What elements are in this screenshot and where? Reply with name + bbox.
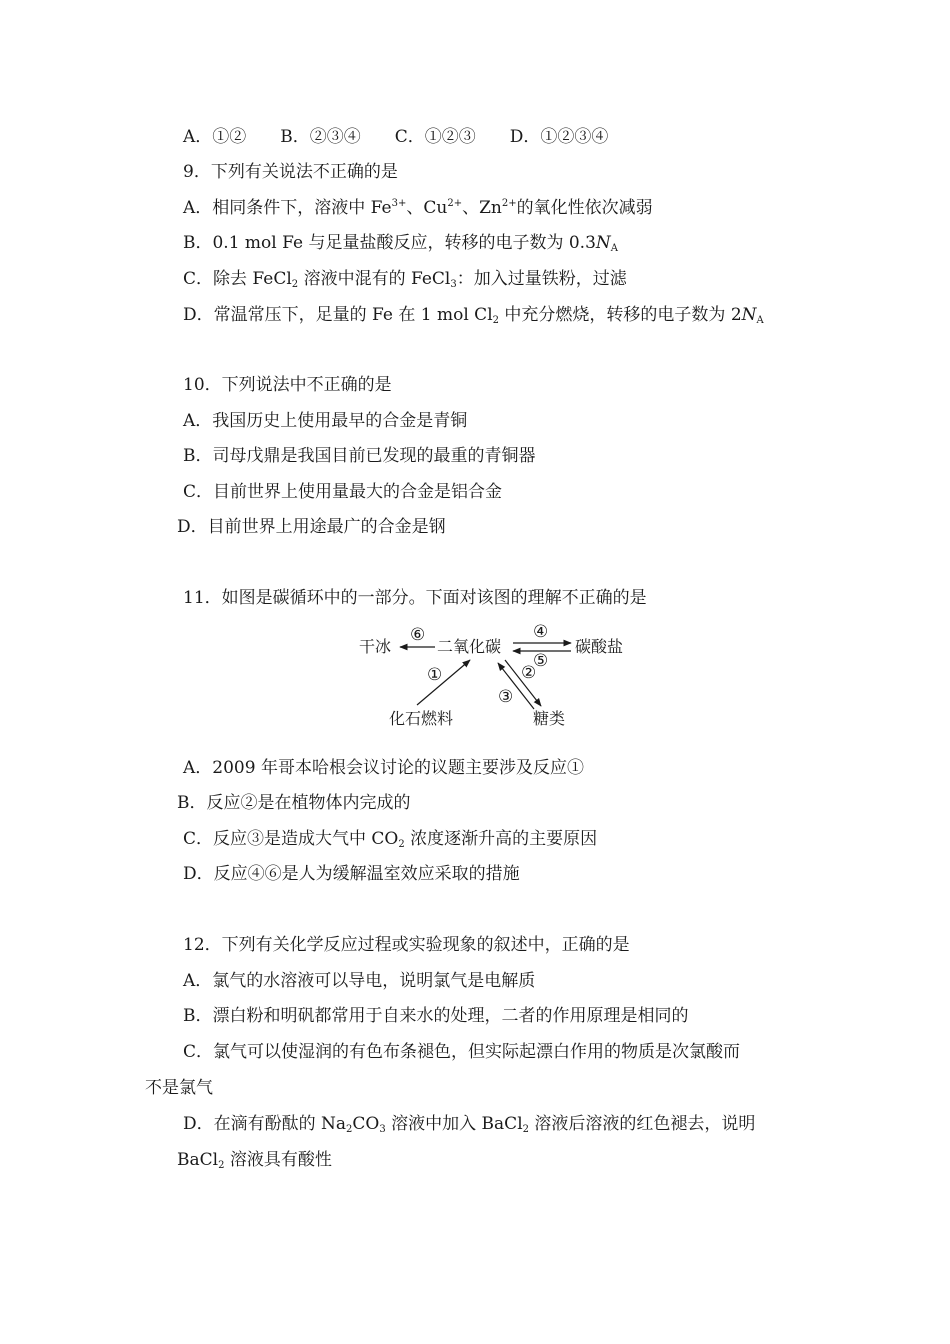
q10-option-c: C．目前世界上使用量最大的合金是铝合金 <box>183 482 503 502</box>
q11-option-d: D．反应④⑥是人为缓解温室效应采取的措施 <box>183 864 520 884</box>
q10-option-b: B．司母戊鼎是我国目前已发现的最重的青铜器 <box>183 446 536 466</box>
label-2: ② <box>521 663 537 683</box>
q10-option-a: A．我国历史上使用最早的合金是青铜 <box>183 411 468 431</box>
q11-option-b: B．反应②是在植物体内完成的 <box>177 793 411 813</box>
arrow-1 <box>417 660 470 705</box>
label-4: ④ <box>533 622 549 642</box>
dry-ice-label: 干冰 <box>359 637 392 656</box>
q12-option-c-line1: C．氯气可以使湿润的有色布条褪色，但实际起漂白作用的物质是次氯酸而 <box>183 1042 741 1062</box>
sugars-label: 糖类 <box>533 709 566 728</box>
q12-option-c-line2: 不是氯气 <box>145 1078 213 1098</box>
q8-options: A．①② B．②③④ C．①②③ D．①②③④ <box>183 127 609 147</box>
q9-option-d: D．常温常压下，足量的 Fe 在 1 mol $Cl_2$ 中充分燃烧，转移的电子数为 $2N_A$ <box>183 305 764 326</box>
label-1: ① <box>427 665 443 685</box>
q12-stem: 12．下列有关化学反应过程或实验现象的叙述中，正确的是 <box>183 935 630 955</box>
q10-option-d: D．目前世界上用途最广的合金是钢 <box>177 517 446 537</box>
label-5: ⑤ <box>533 651 549 671</box>
label-6: ⑥ <box>410 625 426 645</box>
q9-option-b: B．0.1 mol Fe 与足量盐酸反应，转移的电子数为 $0.3N_A$ <box>183 233 619 254</box>
label-3: ③ <box>498 687 514 707</box>
q11-option-a: A．2009 年哥本哈根会议讨论的议题主要涉及反应① <box>183 758 584 778</box>
q9-stem: 9．下列有关说法不正确的是 <box>183 162 398 182</box>
q9-option-c: C．除去 FeCl$_2$ 溶液中混有的 FeCl$_3$：加入过量铁粉，过滤 <box>183 269 627 290</box>
q11-stem: 11．如图是碳循环中的一部分。下面对该图的理解不正确的是 <box>183 588 647 608</box>
fossil-fuel-label: 化石燃料 <box>389 709 454 728</box>
carbonate-label: 碳酸盐 <box>575 637 624 656</box>
co2-label: 二氧化碳 <box>437 637 502 656</box>
q12-option-d-line1: D．在滴有酚酞的 $Na_2CO_3$ 溶液中加入 BaCl$_2$ 溶液后溶液的红色褪去，说明 <box>183 1114 756 1135</box>
carbon-cycle-diagram <box>355 620 640 732</box>
q11-option-c: C．反应③是造成大气中 $CO_2$ 浓度逐渐升高的主要原因 <box>183 829 598 850</box>
q12-option-b: B．漂白粉和明矾都常用于自来水的处理，二者的作用原理是相同的 <box>183 1006 689 1026</box>
q10-stem: 10．下列说法中不正确的是 <box>183 375 392 395</box>
q12-option-a: A．氯气的水溶液可以导电，说明氯气是电解质 <box>183 971 536 991</box>
q9-option-a: A．相同条件下，溶液中 $Fe^{3+}$、$Cu^{2+}$、$Zn^{2+}$的氧化性依次减弱 <box>183 198 653 218</box>
q12-option-d-line2: BaCl$_2$ 溶液具有酸性 <box>177 1150 332 1171</box>
